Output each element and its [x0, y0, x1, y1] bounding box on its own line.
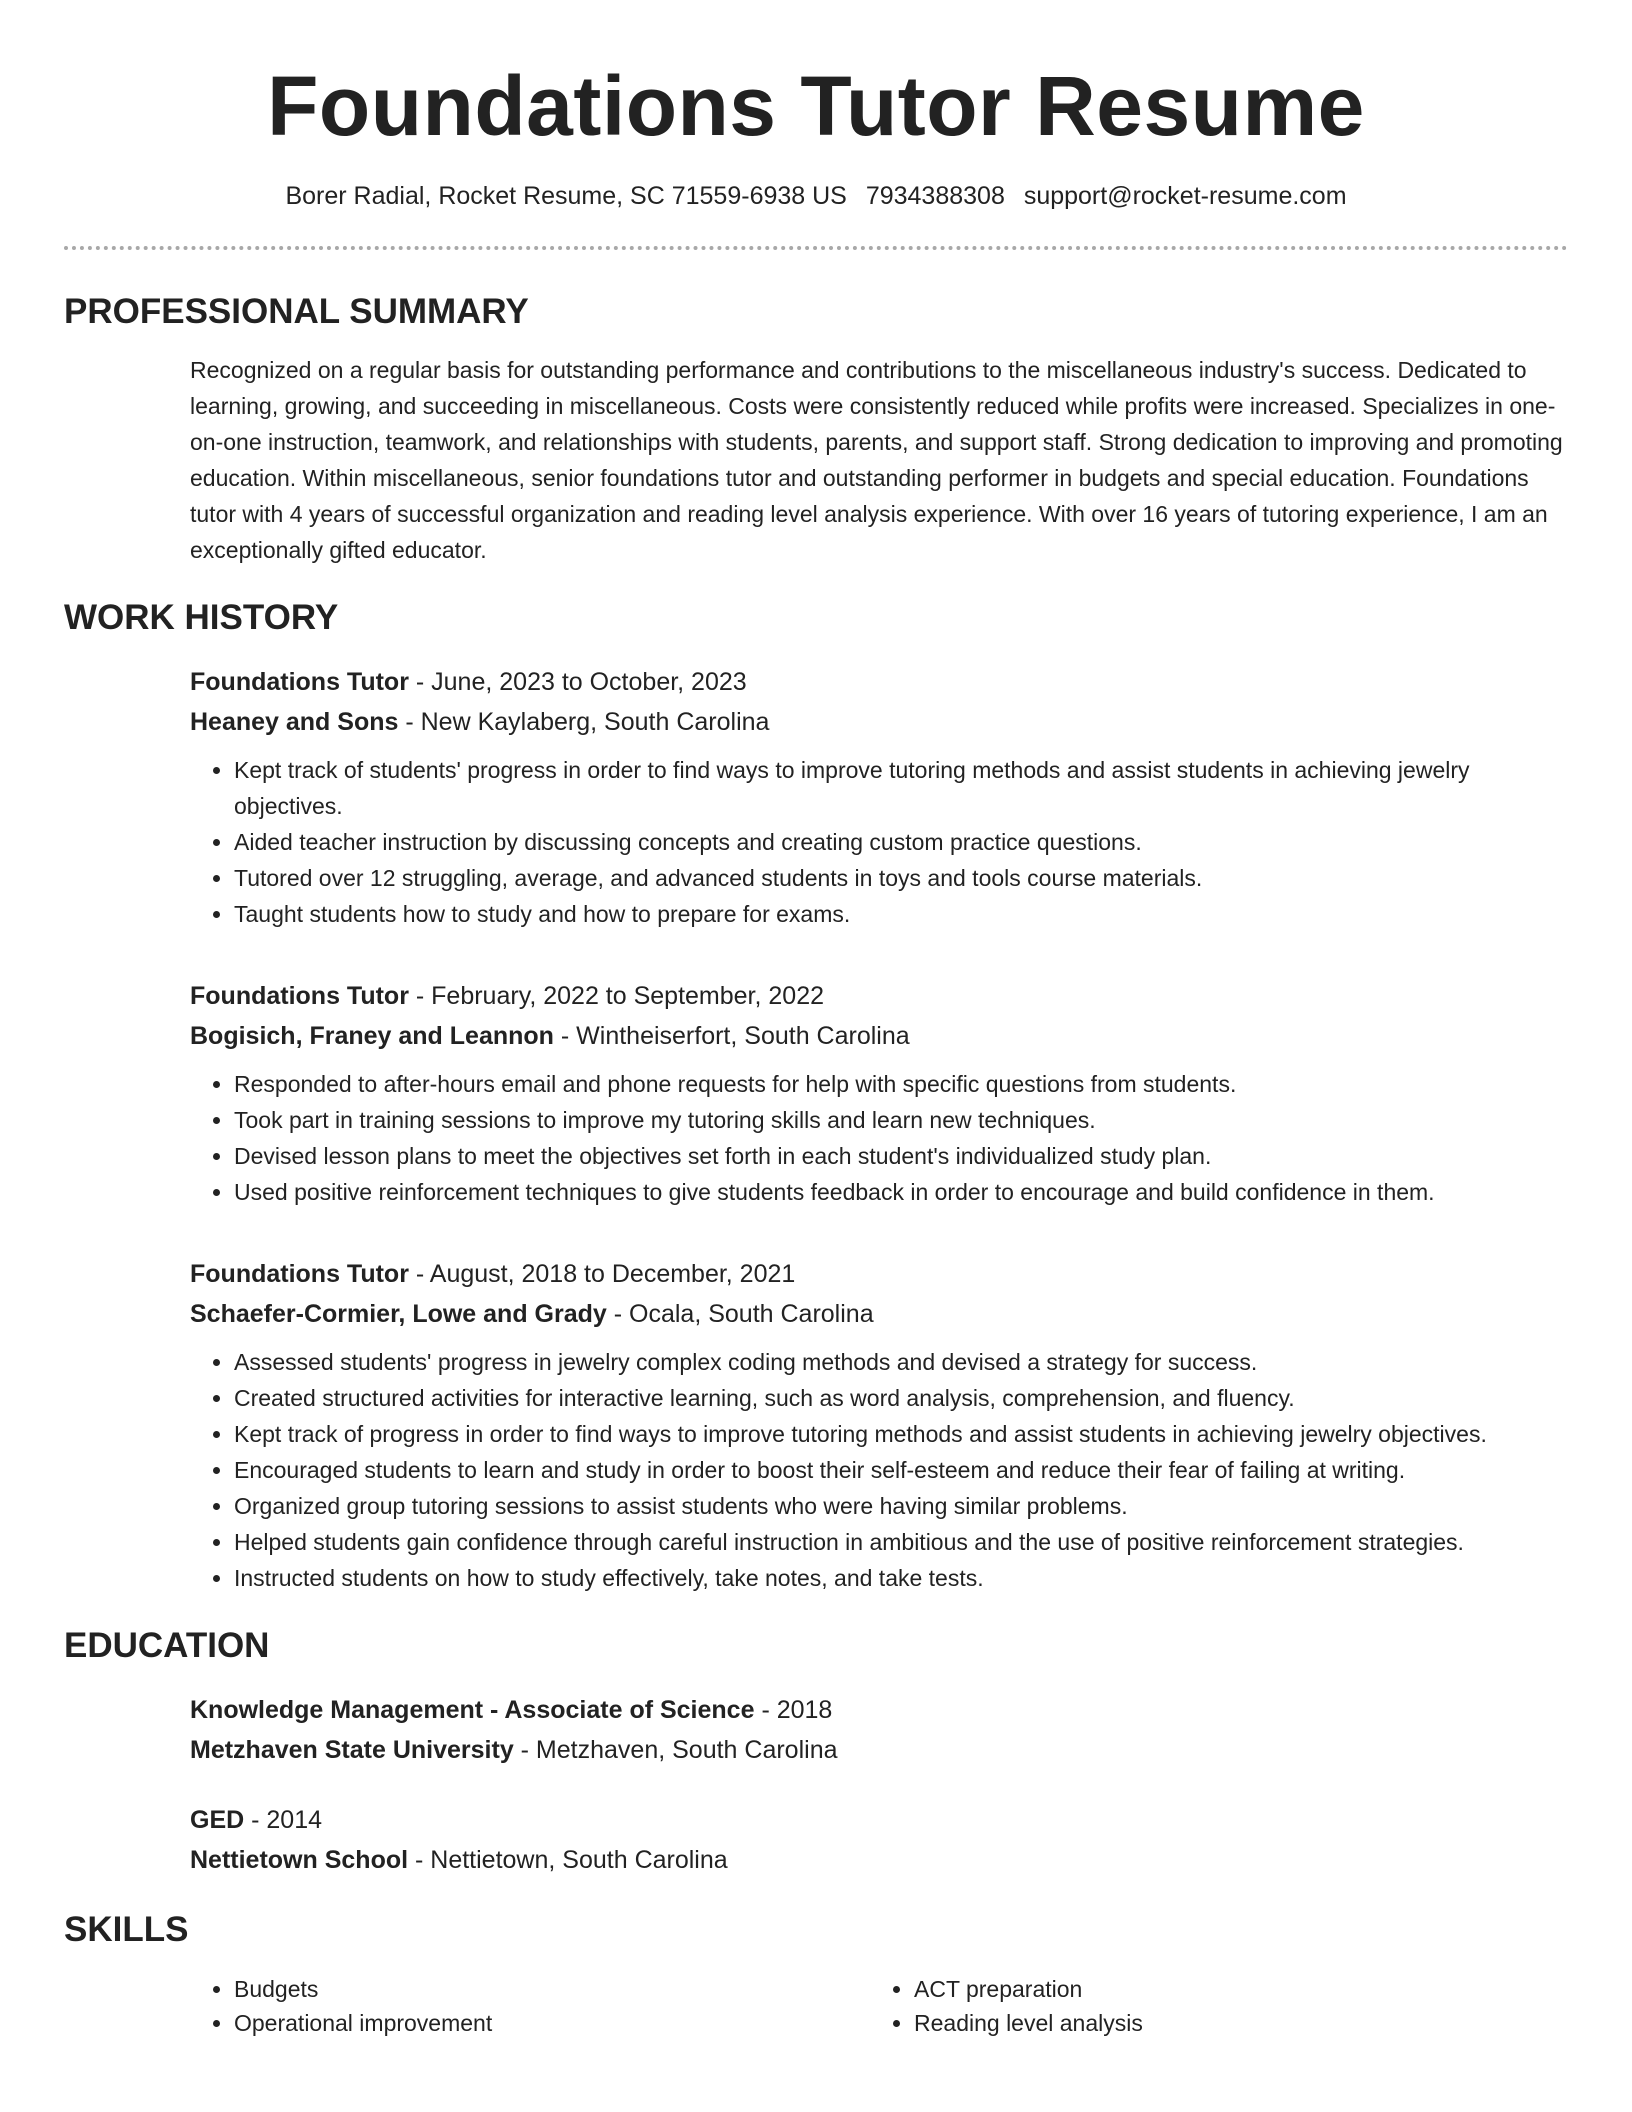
job-dates: - February, 2022 to September, 2022 [408, 982, 825, 1010]
education-school-line [190, 1840, 1568, 1880]
job-title-line [190, 1254, 1570, 1294]
header-divider [64, 246, 1568, 250]
skill-item: • Operational improvement [234, 2006, 870, 2040]
job-title-line [190, 976, 1570, 1016]
education-school-line [190, 1730, 1568, 1770]
job-title: Foundations Tutor [190, 982, 409, 1010]
skill-item: • Budgets [234, 1972, 870, 2006]
job-bullets [190, 752, 1570, 932]
education-year: - 2018 [754, 1696, 833, 1724]
list-item: • Used positive reinforcement techniques to give students feedback in order to encourage and build confidence in them. [234, 1174, 1570, 1210]
section-heading-skills: SKILLS [64, 1910, 189, 1949]
job-company-line [190, 1016, 1570, 1056]
job-bullets [190, 1066, 1570, 1210]
list-item: • Aided teacher instruction by discussing concepts and creating custom practice questions. [234, 824, 1570, 860]
section-heading-education: EDUCATION [64, 1626, 270, 1665]
list-item: • Kept track of progress in order to find ways to improve tutoring methods and assist students in achieving jewelry objectives. [234, 1416, 1570, 1452]
list-item: • Organized group tutoring sessions to assist students who were having similar problems. [234, 1488, 1570, 1524]
contact-phone: 7934388308 [865, 182, 1005, 210]
section-heading-summary: PROFESSIONAL SUMMARY [64, 292, 529, 331]
job-title: Foundations Tutor [190, 668, 409, 696]
job-company: Schaefer-Cormier, Lowe and Grady [190, 1300, 607, 1328]
education-location: - Metzhaven, South Carolina [513, 1736, 838, 1764]
list-item: • Taught students how to study and how to prepare for exams. [234, 896, 1570, 932]
contact-address: Borer Radial, Rocket Resume, SC 71559-6938 US [285, 182, 847, 210]
list-item: • Kept track of students' progress in order to find ways to improve tutoring methods and assist students in achieving jewelry objectives. [234, 752, 1570, 824]
job-entry [190, 976, 1570, 1210]
contact-email: support@rocket-resume.com [1023, 182, 1347, 210]
education-degree: GED [190, 1806, 245, 1834]
list-item: • Encouraged students to learn and study in order to boost their self-esteem and reduce their fear of failing at writing. [234, 1452, 1570, 1488]
list-item: • Devised lesson plans to meet the objectives set forth in each student's individualized study plan. [234, 1138, 1570, 1174]
job-company: Heaney and Sons [190, 708, 399, 736]
job-dates: - August, 2018 to December, 2021 [408, 1260, 796, 1288]
job-company-line [190, 1294, 1570, 1334]
job-title-line [190, 662, 1570, 702]
job-entry [190, 662, 1570, 932]
job-location: - Ocala, South Carolina [606, 1300, 874, 1328]
job-entry [190, 1254, 1570, 1596]
list-item: • Created structured activities for interactive learning, such as word analysis, comprehension, and fluency. [234, 1380, 1570, 1416]
job-title: Foundations Tutor [190, 1260, 409, 1288]
job-company-line [190, 702, 1570, 742]
education-entry [190, 1800, 1568, 1880]
resume-title: Foundations Tutor Resume [267, 59, 1365, 153]
job-bullets [190, 1344, 1570, 1596]
section-heading-work-history: WORK HISTORY [64, 598, 339, 637]
resume-page [64, 0, 1568, 2040]
education-school: Nettietown School [190, 1846, 409, 1874]
skills-list [190, 1972, 1570, 2040]
education-year: - 2014 [244, 1806, 323, 1834]
list-item: • Assessed students' progress in jewelry complex coding methods and devised a strategy for success. [234, 1344, 1570, 1380]
education-entry [190, 1690, 1568, 1770]
education-school: Metzhaven State University [190, 1736, 514, 1764]
list-item: • Responded to after-hours email and phone requests for help with specific questions from students. [234, 1066, 1570, 1102]
list-item: • Took part in training sessions to improve my tutoring skills and learn new techniques. [234, 1102, 1570, 1138]
skills-column-right [870, 1972, 1550, 2040]
skills-column-left [190, 1972, 870, 2040]
education-degree-line [190, 1690, 1568, 1730]
job-dates: - June, 2023 to October, 2023 [408, 668, 747, 696]
list-item: • Helped students gain confidence through careful instruction in ambitious and the use of positive reinforcement strategies. [234, 1524, 1570, 1560]
education-location: - Nettietown, South Carolina [408, 1846, 728, 1874]
job-location: - New Kaylaberg, South Carolina [398, 708, 770, 736]
job-location: - Wintheiserfort, South Carolina [553, 1022, 910, 1050]
summary-text: Recognized on a regular basis for outstanding performance and contributions to the miscellaneous industry's success. Dedicated to learning, growing, and succeeding in miscellaneous. Costs were consistently reduced while profits were increased. Specializes in one-on-one instruction, teamwork, and relationships with students, parents, and support staff. Strong dedication to improving and promoting education. Within miscellaneous, senior foundations tutor and outstanding performer in budgets and special education. Foundations tutor with 4 years of successful organization and reading level analysis experience. With over 16 years of tutoring experience, I am an exceptionally gifted educator. [190, 357, 1563, 563]
skill-item: • ACT preparation [914, 1972, 1550, 2006]
job-company: Bogisich, Franey and Leannon [190, 1022, 554, 1050]
list-item: • Instructed students on how to study effectively, take notes, and take tests. [234, 1560, 1570, 1596]
skill-item: • Reading level analysis [914, 2006, 1550, 2040]
education-degree: Knowledge Management - Associate of Science [190, 1696, 755, 1724]
list-item: • Tutored over 12 struggling, average, and advanced students in toys and tools course materials. [234, 860, 1570, 896]
contact-info [64, 180, 1568, 212]
education-degree-line [190, 1800, 1568, 1840]
